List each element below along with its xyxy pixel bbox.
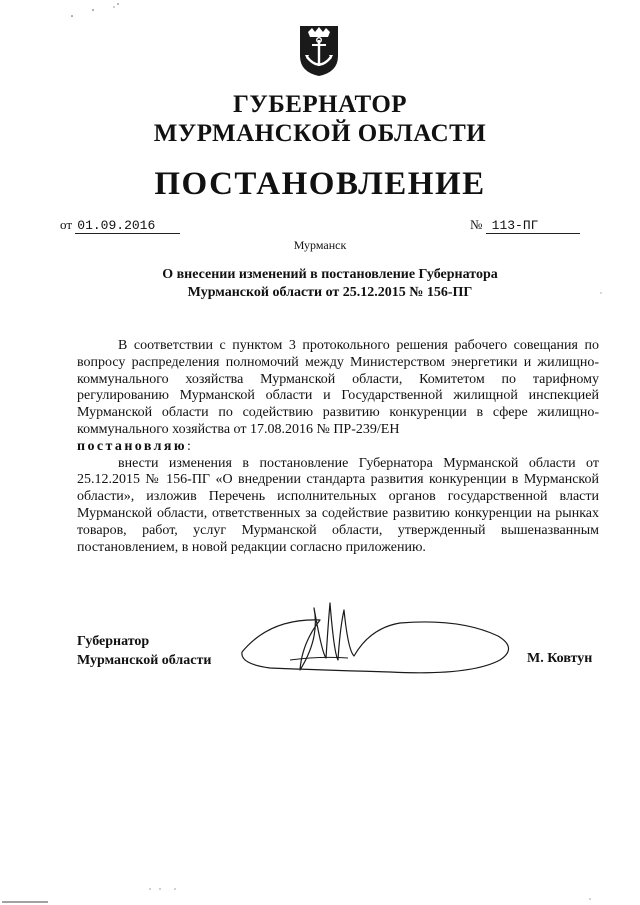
position-line1: Губернатор	[77, 634, 150, 649]
number-value: 113-ПГ	[486, 218, 580, 234]
murmansk-coat-of-arms-icon	[296, 22, 342, 78]
body-paragraph-2: внести изменения в постановление Губернатора Мурманской области от 25.12.2015 № 156-ПГ «О внедрении стандарта развития конкуренции в Мурманской области», изложив Перечень исполнительных органов государственной власти Мурманской области, ответственных за содействие развитию конкуренции на рынках товаров, работ, услуг Мурманской области, утвержденный вышеназванным постановлением, в новой редакции согласно приложению.	[77, 455, 599, 555]
date-prefix: от	[60, 217, 73, 232]
signatory-position	[77, 632, 211, 670]
document-subject	[130, 266, 530, 302]
city-label: Мурманск	[293, 238, 347, 252]
decree-colon: :	[186, 438, 191, 454]
subject-line1: О внесении изменений в постановление Губернатора	[162, 267, 498, 282]
decree-word: постановляю	[77, 438, 187, 454]
date-value: 01.09.2016	[75, 218, 180, 234]
decree-line	[77, 439, 599, 456]
handwritten-signature	[230, 598, 520, 678]
position-line2: Мурманской области	[77, 653, 212, 668]
issuer-title-line2: МУРМАНСКОЙ ОБЛАСТИ	[153, 120, 487, 147]
signatory-name: М. Ковтун	[527, 651, 593, 666]
issuer-title-line1: ГУБЕРНАТОР	[232, 91, 408, 118]
document-type-heading: ПОСТАНОВЛЕНИЕ	[154, 166, 486, 202]
document-body	[77, 338, 599, 556]
body-paragraph-1: В соответствии с пунктом 3 протокольного решения рабочего совещания по вопросу распределения полномочий между Министерством энергетики и жилищно-коммунального хозяйства Мурманской области, Комитетом по тарифному регулированию Мурманской области и Государственной жилищной инспекцией Мурманской области по содействию развитию конкуренции в сфере жилищно-коммунального хозяйства от 17.08.2016 № ПР-239/ЕН	[77, 338, 599, 437]
subject-line2: Мурманской области от 25.12.2015 № 156-ПГ	[187, 285, 473, 300]
date-field	[60, 217, 180, 234]
number-field	[470, 217, 580, 234]
number-prefix: №	[470, 217, 483, 232]
